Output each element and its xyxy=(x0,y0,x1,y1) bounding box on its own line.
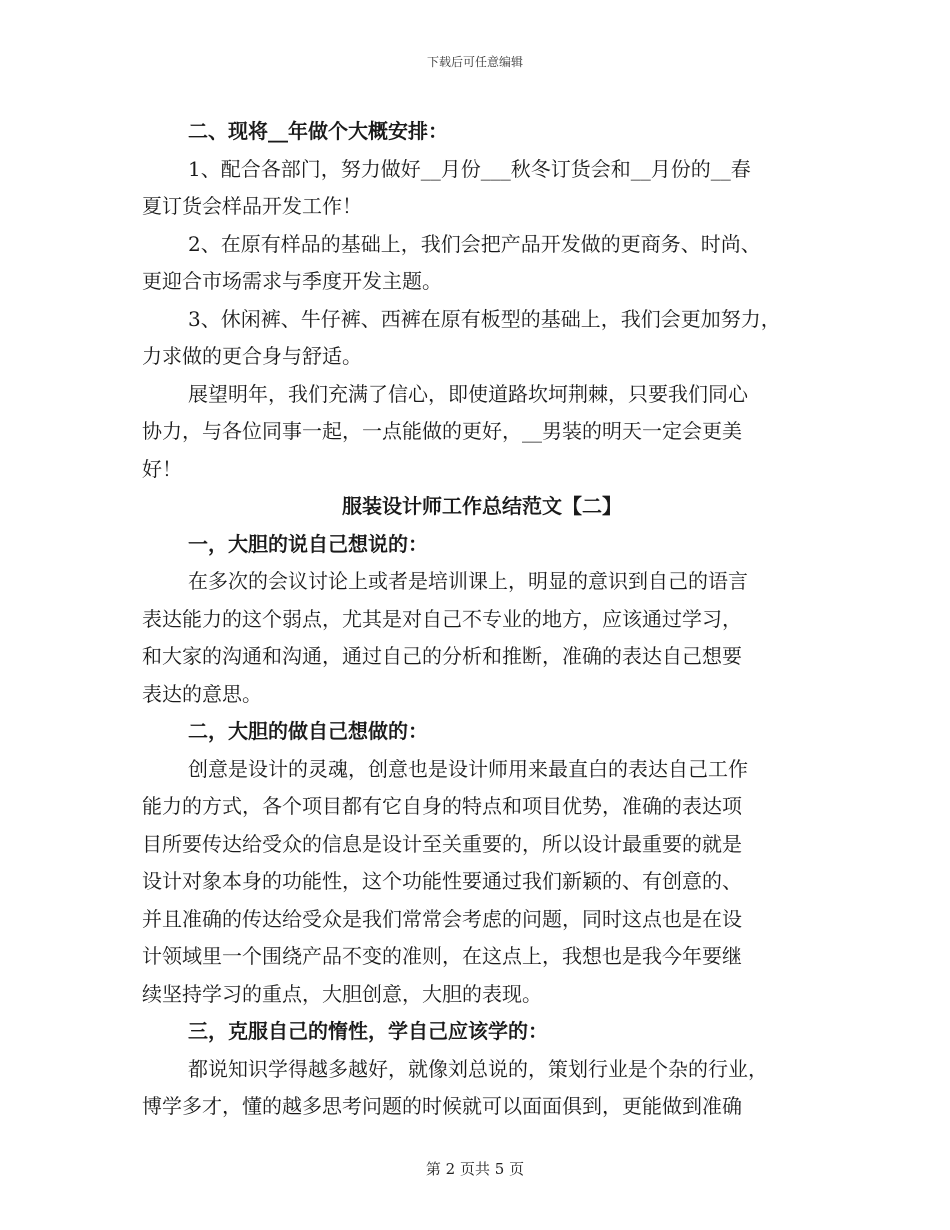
document-body xyxy=(142,113,822,1126)
paragraph-line: 3、休闲裤、牛仔裤、西裤在原有板型的基础上，我们会更加努力， xyxy=(188,306,781,331)
paragraph-line: 设计对象本身的功能性，这个功能性要通过我们新颖的、有创意的、 xyxy=(142,869,742,893)
section-heading: 二、现将__年做个大概安排： xyxy=(188,119,448,143)
section-heading: 三，克服自己的惰性，学自己应该学的： xyxy=(188,1019,548,1043)
paragraph-line: 表达能力的这个弱点，尤其是对自己不专业的地方，应该通过学习， xyxy=(142,606,742,631)
paragraph-line: 和大家的沟通和沟通，通过自己的分析和推断，准确的表达自己想要 xyxy=(142,644,742,668)
paragraph-line: 在多次的会议讨论上或者是培训课上，明显的意识到自己的语言 xyxy=(188,569,748,593)
paragraph-line: 都说知识学得越多越好，就像刘总说的，策划行业是个杂的行业， xyxy=(188,1056,768,1081)
page-header: 下载后可任意编辑 xyxy=(426,55,523,69)
paragraph-line: 2、在原有样品的基础上，我们会把产品开发做的更商务、时尚、 xyxy=(188,231,761,256)
paragraph-line: 并且准确的传达给受众是我们常常会考虑的问题，同时这点也是在设 xyxy=(142,906,742,931)
paragraph-line: 博学多才，懂的越多思考问题的时候就可以面面俱到，更能做到准确 xyxy=(142,1094,742,1118)
paragraph-line: 1、配合各部门，努力做好__月份___秋冬订货会和__月份的__春 xyxy=(188,156,751,181)
paragraph-line: 好！ xyxy=(142,456,182,481)
paragraph-line: 协力，与各位同事一起，一点能做的更好，__男装的明天一定会更美 xyxy=(142,419,742,443)
paragraph-line: 创意是设计的灵魂，创意也是设计师用来最直白的表达自己工作 xyxy=(188,756,748,781)
paragraph-line: 表达的意思。 xyxy=(142,681,262,706)
paragraph-line: 目所要传达给受众的信息是设计至关重要的，所以设计最重要的就是 xyxy=(142,831,742,856)
paragraph-line: 计领域里一个围绕产品不变的准则，在这点上，我想也是我今年要继 xyxy=(142,944,742,968)
paragraph-line: 续坚持学习的重点，大胆创意，大胆的表现。 xyxy=(142,981,542,1006)
page-footer: 第 2 页共 5 页 xyxy=(425,1160,525,1178)
paragraph-line: 展望明年，我们充满了信心，即使道路坎坷荆棘，只要我们同心 xyxy=(188,381,748,406)
paragraph-line: 夏订货会样品开发工作！ xyxy=(142,194,362,218)
paragraph-line: 力求做的更合身与舒适。 xyxy=(142,344,362,368)
section-title: 服装设计师工作总结范文【二】 xyxy=(342,494,622,518)
section-heading: 一，大胆的说自己想说的： xyxy=(188,531,428,556)
paragraph-line: 更迎合市场需求与季度开发主题。 xyxy=(142,269,442,293)
paragraph-line: 能力的方式，各个项目都有它自身的特点和项目优势，准确的表达项 xyxy=(142,794,742,818)
section-heading: 二，大胆的做自己想做的： xyxy=(188,719,428,743)
